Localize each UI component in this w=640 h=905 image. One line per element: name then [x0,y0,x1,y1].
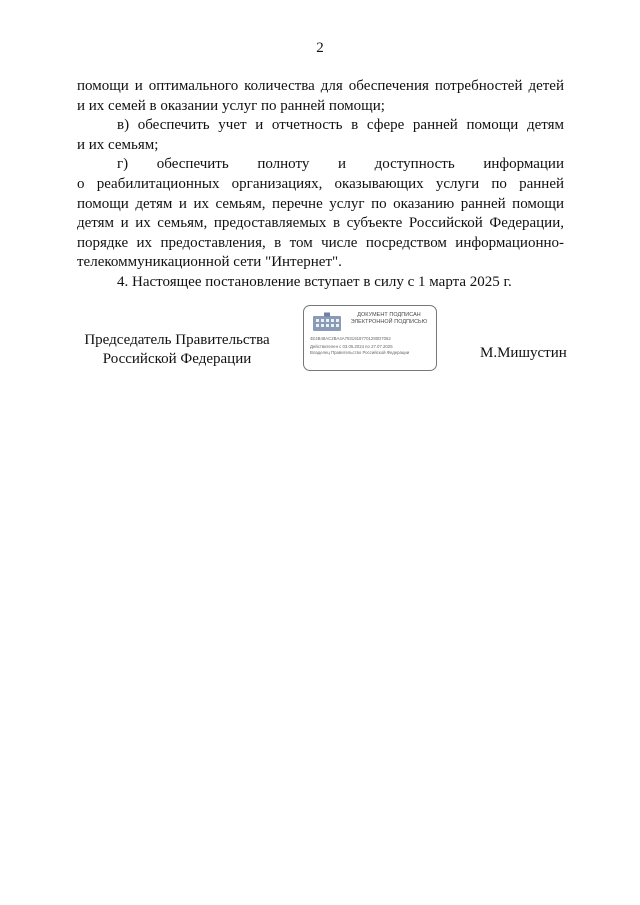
text-line: порядке их предоставления, в том числе посредством информационно- [77,234,564,251]
stamp-title [344,312,434,326]
stamp-title-line: ДОКУМЕНТ ПОДПИСАН [357,312,421,318]
stamp-owner: Владелец Правительство Российской Федерации [310,350,410,355]
page-number: 2 [316,40,324,56]
stamp-title-line: ЭЛЕКТРОННОЙ ПОДПИСЬЮ [350,319,428,325]
stamp-validity: Действителен с 03.05.2024 по 27.07.2025 [310,344,393,349]
text-line: помощи и оптимального количества для обеспечения потребностей детей [77,78,564,94]
document-body [77,77,564,293]
text-line: и их семей в оказании услуг по ранней помощи; [77,97,385,114]
paragraph-item-v [77,116,564,155]
signatory-name: М.Мишустин [480,345,567,361]
text-line: в) обеспечить учет и отчетность в сфере ранней помощи детям [117,117,564,134]
text-line: о реабилитационных организациях, оказывающих услуги по ранней [77,175,564,192]
paragraph-early-help-continuation [77,77,564,116]
signatory-title-line: Российской Федерации [102,351,252,367]
text-line: детям и их семьям, предоставляемых в субъекте Российской Федерации, [77,215,564,232]
government-building-icon [311,312,343,332]
stamp-certificate-number: 4E4B48AC2BA4A79319187701280D7062 [310,336,391,341]
electronic-signature-stamp [303,305,437,371]
text-line: и их семьям; [77,136,159,153]
signatory-title [77,331,277,369]
paragraph-item-g [77,155,564,273]
text-line: телекоммуникационной сети "Интернет". [77,254,342,271]
signatory-title-line: Председатель Правительства [84,332,270,348]
paragraph-item-4 [77,273,564,293]
text-line: 4. Настоящее постановление вступает в силу с 1 марта 2025 г. [117,273,512,290]
text-line: г) обеспечить полноту и доступность информации [117,156,564,173]
text-line: помощи детям и их семьям, перечне услуг по оказанию ранней помощи [77,195,564,212]
